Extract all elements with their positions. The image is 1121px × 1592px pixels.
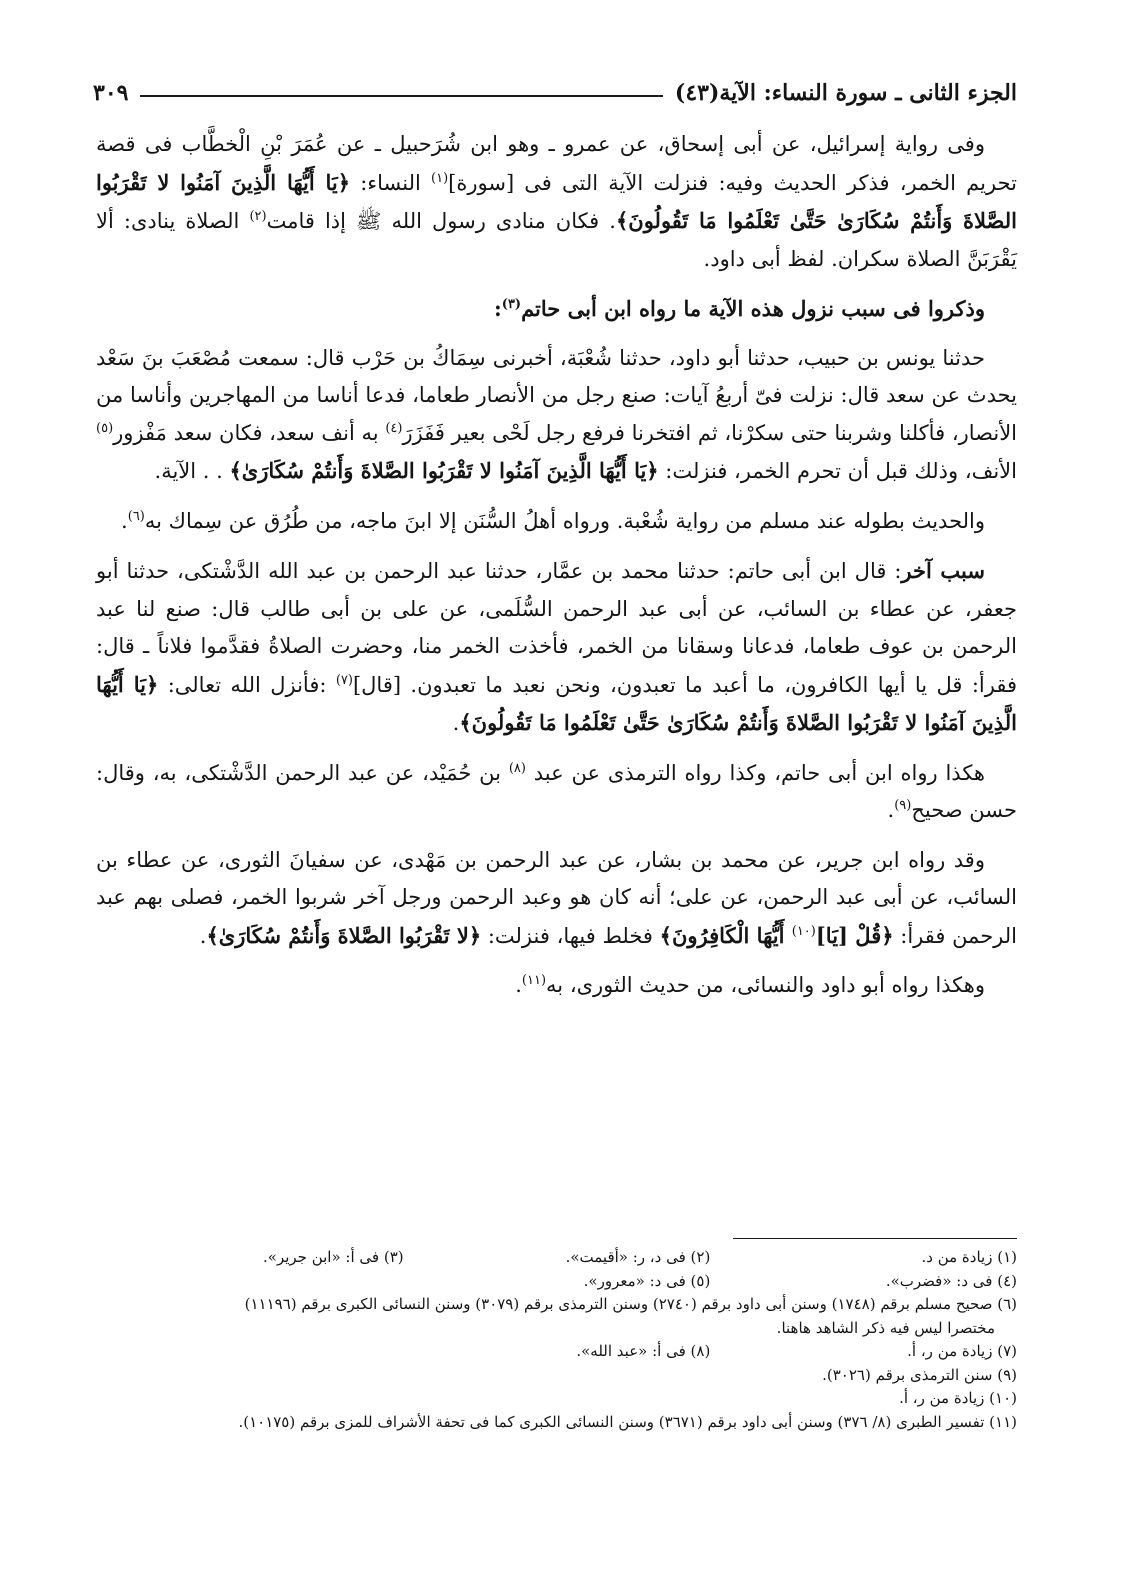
footnote: (١) زيادة من د. xyxy=(921,1248,1017,1266)
footnote-continuation: مختصرا ليس فيه ذكر الشاهد هاهنا. xyxy=(776,1318,995,1337)
footnote-ref: (٨) xyxy=(508,760,526,776)
text-run: وفى رواية إسرائيل، عن أبى إسحاق، عن عمرو ـ وهو ابن شُرَحبيل ـ عن عُمَرَ بْنِ الْخطَّاب فى قصة تحريم الخمر، فذكر الحديث وفيه: فنزلت الآية التى فى [سورة] xyxy=(96,132,1017,195)
text-run: . xyxy=(515,973,522,997)
footnotes xyxy=(96,1246,1017,1434)
paragraph xyxy=(96,842,1017,956)
footnote-ref: (٩) xyxy=(894,798,912,813)
quran-verse: ﴿يَا أَيُّهَا الَّذِينَ آمَنُوا لا تَقْرَبُوا الصَّلاةَ وَأَنتُمْ سُكَارَىٰ حَتَّىٰ تَعْلَمُوا مَا تَقُولُونَ﴾ xyxy=(96,169,1017,233)
text-run: وهكذا رواه أبو داود والنسائى، من حديث الثورى، به xyxy=(546,973,985,997)
page-header xyxy=(93,72,1017,114)
text-run: النساء: xyxy=(350,170,432,195)
footnote: (٥) فى د: «معرور». xyxy=(583,1271,711,1290)
quran-verse: ﴿يَا أَيُّهَا الَّذِينَ آمَنُوا لا تَقْرَبُوا الصَّلاةَ وَأَنتُمْ سُكَارَىٰ﴾ xyxy=(229,458,659,483)
footnote-ref: (٢) xyxy=(249,209,267,224)
footnote-row xyxy=(96,1340,1017,1364)
footnote-ref: (٥) xyxy=(96,420,114,436)
text-run: : xyxy=(494,296,502,321)
text-run: . xyxy=(199,923,207,948)
footnote: (٢) فى د، ر: «أقيمت». xyxy=(565,1248,711,1266)
running-title: الجزء الثانى ـ سورة النساء: الآية(٤٣) xyxy=(674,80,1017,106)
footnote-ref: (١٠) xyxy=(791,923,816,939)
footnote-separator xyxy=(733,1238,1017,1239)
footnote: (٨) فى أ: «عبد الله». xyxy=(576,1342,711,1360)
header-rule xyxy=(140,95,662,97)
text-run: :فأنزل الله تعالى: xyxy=(158,672,336,697)
paragraph xyxy=(96,290,1017,328)
text-run: والحديث بطوله عند مسلم من رواية شُعْبة. ورواه أهلُ السُّنَن إلا ابنَ ماجه، من طُرُق عن سِماك به xyxy=(144,508,985,533)
text-run: . xyxy=(887,798,895,822)
text-run: . xyxy=(452,711,460,735)
footnote-ref: (١) xyxy=(431,170,449,186)
text-run: هكذا رواه ابن أبى حاتم، وكذا رواه الترمذى عن عبد xyxy=(525,760,985,785)
footnote: (١٠) زيادة من ر، أ. xyxy=(899,1389,1017,1407)
paragraph xyxy=(96,552,1017,743)
paragraph xyxy=(96,503,1017,541)
quran-verse: أَيُّهَا الْكَافِرُونَ﴾ xyxy=(659,922,792,948)
footnote-row xyxy=(96,1246,1017,1270)
quran-verse: سبب آخر xyxy=(901,558,985,583)
footnote xyxy=(97,1340,404,1364)
text-run: وقد رواه ابن جرير، عن محمد بن بشار، عن عبد الرحمن بن مَهْدى، عن سفيانَ الثورى، عن عطاء بن السائب، عن أبى عبد الرحمن، عن على؛ أنه كان هو وعبد الرحمن ورجل آخر شربوا الخمر، فصلى بهم عبد الرحمن فقرأ: xyxy=(96,847,1017,948)
text-run: وذكروا فى سبب نزول هذه الآية ما رواه ابن أبى حاتم xyxy=(521,296,985,321)
footnote-ref: (٦) xyxy=(127,508,145,524)
footnote: (٣) فى أ: «ابن جرير». xyxy=(263,1248,404,1266)
quran-verse: ﴿لا تَقْرَبُوا الصَّلاةَ وَأَنتُمْ سُكَارَىٰ﴾ xyxy=(206,922,482,948)
quran-verse: ﴿يَا أَيُّهَا الَّذِينَ آمَنُوا لا تَقْرَبُوا الصَّلاةَ وَأَنتُمْ سُكَارَىٰ حَتَّىٰ تَعْلَمُوا مَا تَقُولُونَ﴾ xyxy=(96,671,1017,735)
main-text xyxy=(96,126,1017,1017)
footnote: (٩) سنن الترمذى برقم (٣٠٢٦). xyxy=(822,1365,1017,1384)
text-run: بن حُمَيْد، عن عبد الرحمن الدَّشْتكى، به، وقال: حسن صحيح xyxy=(96,760,1017,822)
footnote-ref: (٧) xyxy=(335,672,353,688)
text-run: . فكان منادى رسول الله ﷺ إذا قامت xyxy=(266,209,616,233)
paragraph xyxy=(96,967,1017,1005)
text-run: به أنف سعد، فكان سعد مَفْزور xyxy=(113,420,386,445)
paragraph xyxy=(96,126,1017,278)
footnote: (٤) فى د: «فضرب». xyxy=(885,1271,1017,1290)
text-run: : قال ابن أبى حاتم: حدثنا محمد بن عمَّار، حدثنا عبد الرحمن بن عبد الله الدَّشْتكى، حدثنا أبو جعفر، عن عطاء بن السائب، عن أبى عبد الرحمن السُّلَمى، عن على بن أبى طالب قال: صنع لنا عبد الرحمن بن عوف طعاما، فدعانا وسقانا من الخمر، فأخذت الخمر منا، وحضرت الصلاةُ فقدَّموا فلاناً ـ قال: فقرأ: قل يا أيها الكافرون، ما أعبد ما تعبدون، ونحن نعبد ما تعبدون. [قال] xyxy=(96,559,1017,697)
text-run: فخلط فيها، فنزلت: xyxy=(481,923,660,948)
footnote xyxy=(97,1270,404,1294)
footnote-ref: (١١) xyxy=(521,973,547,988)
text-run: . . الآية. xyxy=(154,459,230,483)
text-run: . xyxy=(121,508,128,533)
footnote: (٧) زيادة من ر، أ. xyxy=(907,1342,1017,1360)
footnote: (١١) تفسير الطبرى (٨/ ٣٧٦) وسنن أبى داود برقم (٣٦٧١) وسنن النسائى الكبرى كما فى تحفة الأشراف للمزى برقم (١٠١٧٥). xyxy=(238,1412,1017,1431)
text-run: الأنف، وذلك قبل أن تحرم الخمر، فنزلت: xyxy=(658,459,1017,483)
text-run: الصلاة ينادى: ألا يَقْرَبَنَّ الصلاة سكران. لفظ أبى داود. xyxy=(96,209,1017,271)
quran-verse: ﴿قُلْ [يَا] xyxy=(815,922,894,948)
page-number: ٣٠٩ xyxy=(93,80,129,106)
footnote-row xyxy=(96,1270,1017,1294)
footnote-ref: (٤) xyxy=(385,420,403,436)
footnote: (٦) صحيح مسلم برقم (١٧٤٨) وسنن أبى داود برقم (٢٧٤٠) وسنن الترمذى برقم (٣٠٧٩) وسنن النسائى الكبرى برقم (١١١٩٦) xyxy=(244,1295,1017,1313)
paragraph xyxy=(96,755,1017,830)
text-run: حدثنا يونس بن حبيب، حدثنا أبو داود، حدثنا شُعْبَة، أخبرنى سِمَاكُ بن حَرْب قال: سمعت مُصْعَبَ بنَ سَعْد يحدث عن سعد قال: نزلت فىّ أربعُ آيات: صنع رجل من الأنصار طعاما، فدعا أناسا من المهاجرين وأناسا من الأنصار، فأكلنا وشربنا حتى سكرْنا، ثم افتخرنا فرفع رجل لَحْى بعير فَفَزَرَ xyxy=(96,345,1018,445)
footnote-ref: (٣) xyxy=(501,297,522,312)
paragraph xyxy=(96,340,1017,491)
